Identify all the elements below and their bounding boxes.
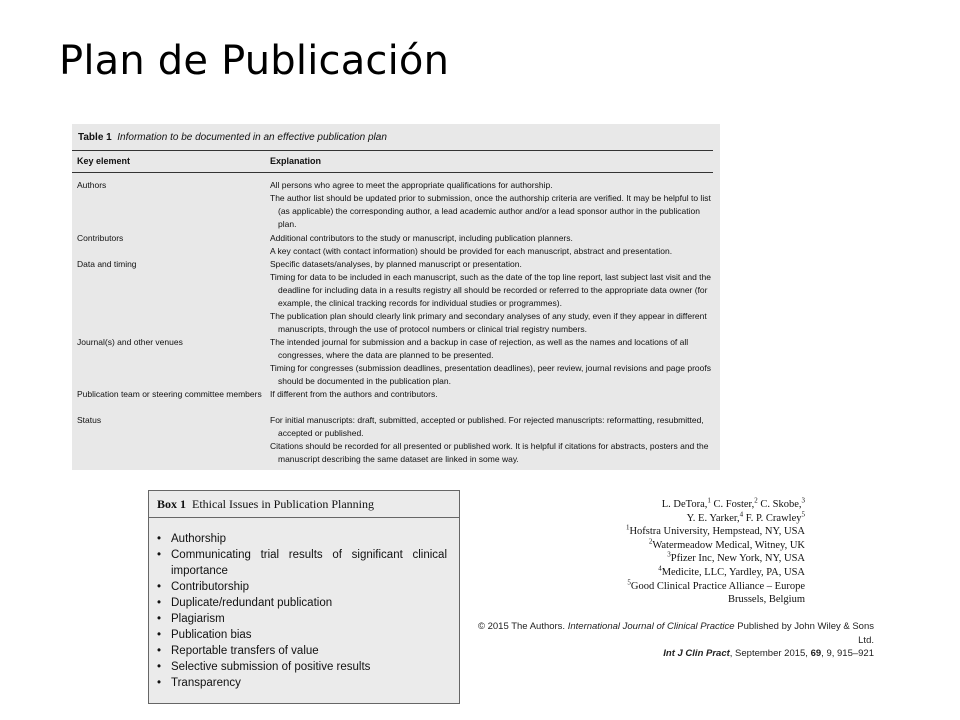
table-caption-text: Information to be documented in an effective publication plan: [117, 132, 387, 143]
slide-title: Plan de Publicación: [59, 38, 450, 84]
citation-date: , September 2015,: [729, 648, 811, 659]
row-data-timing-explanation: [270, 258, 715, 337]
header-explanation: Explanation: [270, 156, 322, 166]
list-item-text: Duplicate/redundant publication: [171, 597, 333, 609]
table-header-rule: [72, 172, 713, 173]
table-top-rule: [72, 150, 713, 151]
list-item-text: Plagiarism: [171, 613, 225, 625]
affiliation-text: Pfizer Inc, New York, NY, USA: [670, 553, 805, 565]
affiliation: [560, 539, 805, 553]
affiliation-num: 2: [648, 537, 653, 546]
row-authors-explanation: [270, 179, 715, 231]
bullet-icon: •: [157, 597, 162, 609]
row-contributors-explanation: [270, 232, 715, 258]
list-item: [157, 547, 447, 579]
list-item: [157, 531, 447, 547]
affiliation-location: Brussels, Belgium: [727, 594, 805, 606]
affiliation-num: 3: [667, 550, 671, 559]
bullet-icon: •: [157, 629, 162, 641]
affiliation-num: 1: [625, 523, 630, 532]
list-item: [157, 579, 447, 595]
box-1: [148, 490, 460, 704]
paragraph: Timing for data to be included in each manuscript, such as the date of the top line report, last subject last visit and the deadline for including data in a results registry all should be recorded or referred to the appropriate data owner (for example, the clinical tracking records for individual studies or programmes).: [270, 272, 711, 309]
author-sup: 3: [801, 496, 805, 505]
citation: [476, 620, 874, 661]
row-status-key: Status: [77, 415, 102, 425]
bullet-icon: •: [157, 581, 162, 593]
publisher-text: Published by John Wiley & Sons Ltd.: [734, 621, 874, 646]
list-item: [157, 643, 447, 659]
row-journals-explanation: [270, 336, 715, 388]
affiliation-num: 4: [658, 564, 662, 573]
affiliation-num: 5: [627, 578, 631, 587]
bullet-icon: •: [157, 549, 162, 561]
author-sup: 4: [739, 510, 744, 519]
journal-name: International Journal of Clinical Practice: [567, 621, 735, 632]
list-item-text: Communicating trial results of significant clinical importance: [171, 549, 447, 577]
table-caption: [78, 132, 387, 143]
author-name: Y. E. Yarker,: [686, 512, 740, 524]
list-item-text: Publication bias: [171, 629, 252, 641]
affiliation: [560, 525, 805, 539]
citation-volume: 69: [810, 648, 822, 659]
affiliation: [560, 552, 805, 566]
author-block: [560, 498, 805, 607]
list-item: [157, 659, 447, 675]
paragraph: All persons who agree to meet the appropriate qualifications for authorship.: [270, 180, 553, 190]
list-item-text: Authorship: [171, 533, 226, 545]
list-item: [157, 627, 447, 643]
list-item-text: Selective submission of positive results: [171, 661, 371, 673]
paragraph: Additional contributors to the study or manuscript, including publication planners.: [270, 233, 573, 243]
row-data-timing-key: Data and timing: [77, 259, 137, 269]
author-sup: 5: [801, 510, 805, 519]
list-item-text: Reportable transfers of value: [171, 645, 319, 657]
table-label: Table 1: [78, 132, 112, 143]
paragraph: If different from the authors and contributors.: [270, 389, 438, 399]
author-sup: 1: [707, 496, 711, 505]
affiliation-text: Medicite, LLC, Yardley, PA, USA: [661, 566, 805, 578]
bullet-icon: •: [157, 661, 162, 673]
bullet-icon: •: [157, 613, 162, 625]
list-item: [157, 675, 447, 691]
list-item: [157, 595, 447, 611]
author-line-2: [560, 512, 805, 526]
list-item: [157, 611, 447, 627]
citation-line-1: [476, 620, 874, 647]
box-label: Box 1: [157, 497, 187, 511]
citation-line-2: [476, 647, 874, 661]
row-authors-key: Authors: [77, 180, 107, 190]
table-1: [72, 124, 720, 470]
paragraph: For initial manuscripts: draft, submitted, accepted or published. For rejected manuscripts: reformatting, resubmitted, accepted or published.: [270, 415, 704, 439]
author-name: C. Foster,: [710, 499, 755, 510]
row-status-explanation: [270, 414, 715, 466]
paragraph: The publication plan should clearly link primary and secondary analyses of any study, even if they appear in different manuscripts, through the use of protocol numbers or clinical trial registry numbers.: [270, 311, 707, 335]
affiliation-text: Good Clinical Practice Alliance – Europe: [630, 580, 805, 592]
row-journals-key: Journal(s) and other venues: [77, 337, 183, 347]
affiliation-text: Hofstra University, Hempstead, NY, USA: [629, 526, 805, 538]
paragraph: Timing for congresses (submission deadlines, presentation deadlines), peer review, journal revisions and page proofs should be documented in the publication plan.: [270, 363, 711, 387]
paragraph: The intended journal for submission and a backup in case of rejection, as well as the names and locations of all congresses, where the data are planned to be presented.: [270, 337, 689, 361]
author-line-1: [560, 498, 805, 512]
paragraph: Specific datasets/analyses, by planned manuscript or presentation.: [270, 259, 522, 269]
author-sup: 2: [754, 496, 758, 505]
paragraph: Citations should be recorded for all presented or published work. It is helpful if citations for abstracts, posters and the manuscript describing the same dataset are linked in some way.: [270, 441, 709, 465]
ethical-issues-list: [157, 531, 447, 691]
affiliation-text: Watermeadow Medical, Witney, UK: [652, 539, 805, 551]
citation-pages: , 9, 915–921: [821, 648, 874, 659]
list-item-text: Transparency: [171, 677, 241, 689]
journal-abbrev: Int J Clin Pract: [663, 648, 730, 659]
bullet-icon: •: [157, 645, 162, 657]
copyright-text: © 2015 The Authors.: [477, 621, 568, 632]
row-contributors-key: Contributors: [77, 233, 124, 243]
box-title-text: Ethical Issues in Publication Planning: [192, 497, 374, 511]
bullet-icon: •: [157, 677, 162, 689]
author-name: L. DeTora,: [661, 499, 708, 510]
author-name: C. Skobe,: [757, 499, 802, 510]
author-name: F. P. Crawley: [743, 512, 802, 524]
bullet-icon: •: [157, 533, 162, 545]
row-publication-team-key: Publication team or steering committee members: [77, 389, 262, 399]
affiliation: [560, 580, 805, 594]
header-key-element: Key element: [77, 156, 131, 166]
affiliation: [560, 566, 805, 580]
paragraph: The author list should be updated prior to submission, once the authorship criteria are verified. It may be helpful to list (as applicable) the corresponding author, a lead academic author and/or a lead sponsor author in the publication plan.: [270, 193, 711, 230]
list-item-text: Contributorship: [171, 581, 249, 593]
row-publication-team-explanation: [270, 388, 715, 401]
box-title: [149, 491, 459, 518]
paragraph: A key contact (with contact information) should be provided for each manuscript, abstract and presentation.: [270, 246, 673, 257]
